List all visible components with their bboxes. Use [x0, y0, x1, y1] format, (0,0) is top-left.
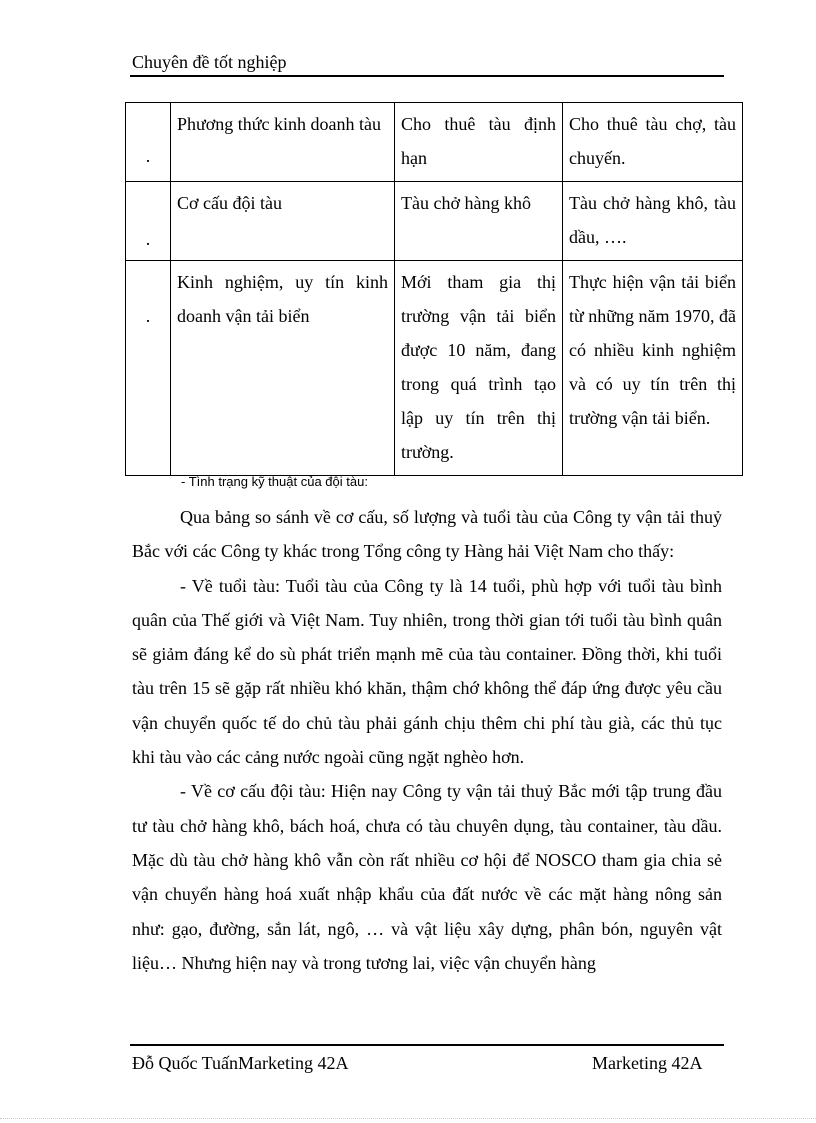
other-company-cell: Tàu chở hàng khô, tàu dầu, …. — [563, 182, 743, 261]
nosco-cell: Cho thuê tàu định hạn — [395, 103, 563, 182]
other-company-cell: Cho thuê tàu chợ, tàu chuyến. — [563, 103, 743, 182]
footer-rule — [130, 1044, 724, 1046]
criterion-cell: Cơ cấu đội tàu — [171, 182, 395, 261]
table-row — [126, 182, 743, 261]
nosco-cell: Tàu chở hàng khô — [395, 182, 563, 261]
page-header-title: Chuyên đề tốt nghiệp — [132, 52, 287, 72]
row-number-cell — [126, 103, 171, 182]
table-row — [126, 103, 743, 182]
footer-author: Đỗ Quốc TuấnMarketing 42A — [132, 1053, 349, 1073]
technical-status-caption: - Tình trạng kỹ thuật của đội tàu: — [181, 474, 368, 489]
row-number: . — [145, 146, 151, 166]
body-text — [132, 500, 722, 980]
row-number-cell — [126, 261, 171, 476]
paragraph-intro: Qua bảng so sánh về cơ cấu, số lượng và tuổi tàu của Công ty vận tải thuỷ Bắc với các Công ty khác trong Tổng công ty Hàng hải Việt Nam cho thấy: — [132, 507, 722, 562]
paragraph-fleet-structure: - Về cơ cấu đội tàu: Hiện nay Công ty vận tải thuỷ Bắc mới tập trung đầu tư tàu chở hàng khô, bách hoá, chưa có tàu chuyên dụng, tàu container, tàu dầu. Mặc dù tàu chở hàng khô vẫn còn rất nhiều cơ hội để NOSCO tham gia chia sẻ vận chuyển hàng hoá xuất nhập khẩu của đất nước về các mặt hàng nông sản như: gạo, đường, sắn lát, ngô, … và vật liệu xây dựng, phân bón, nguyên vật liệu… Nhưng hiện nay và trong tương lai, việc vận chuyển hàng — [132, 781, 722, 973]
header-rule — [130, 75, 724, 77]
criterion-cell: Phương thức kinh doanh tàu — [171, 103, 395, 182]
criterion-cell: Kinh nghiệm, uy tín kinh doanh vận tải biển — [171, 261, 395, 476]
paragraph-ship-age: - Về tuổi tàu: Tuổi tàu của Công ty là 14 tuổi, phù hợp với tuổi tàu bình quân của Thế giới và Việt Nam. Tuy nhiên, trong thời gian tới tuổi tàu bình quân sẽ giảm đáng kể do sù phát triển mạnh mẽ của tàu container. Đồng thời, khi tuổi tàu trên 15 sẽ gặp rất nhiều khó khăn, thậm chớ không thể đáp ứng được yêu cầu vận chuyển quốc tế do chủ tàu phải gánh chịu thêm chi phí tàu già, các thủ tục khi tàu vào các cảng nước ngoài cũng ngặt nghèo hơn. — [132, 575, 722, 768]
page-bottom-edge — [0, 1118, 816, 1119]
other-company-cell: Thực hiện vận tải biển từ những năm 1970, đã có nhiều kinh nghiệm và có uy tín trên thị trường vận tải biển. — [563, 261, 743, 476]
row-number: . — [145, 229, 151, 249]
nosco-cell: Mới tham gia thị trường vận tải biển được 10 năm, đang trong quá trình tạo lập uy tín trên thị trường. — [395, 261, 563, 476]
comparison-table — [125, 102, 743, 476]
row-number-cell — [126, 182, 171, 261]
footer-class: Marketing 42A — [592, 1053, 703, 1073]
row-number: . — [145, 306, 151, 326]
table-row — [126, 261, 743, 476]
